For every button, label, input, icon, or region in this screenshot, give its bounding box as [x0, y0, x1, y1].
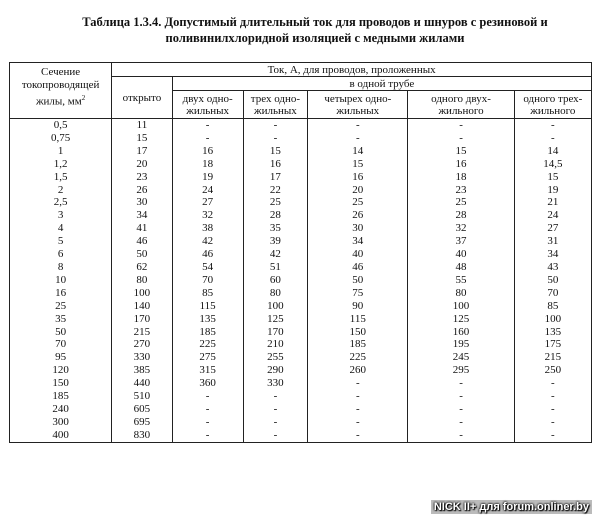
current-cell: -: [172, 416, 243, 429]
current-table: [9, 62, 592, 443]
current-cell: 170: [112, 313, 172, 326]
header-col-2: [243, 91, 308, 119]
current-cell: -: [514, 132, 591, 145]
current-cell: 14: [514, 145, 591, 158]
table-row: [10, 235, 592, 248]
current-cell: -: [308, 429, 408, 442]
section-cell: 70: [10, 338, 112, 351]
section-cell: 150: [10, 377, 112, 390]
current-cell: 48: [408, 261, 514, 274]
table-row: [10, 429, 592, 442]
current-cell: 80: [243, 287, 308, 300]
table-title: [40, 14, 590, 46]
table-row: [10, 390, 592, 403]
current-cell: -: [172, 403, 243, 416]
current-cell: 46: [172, 248, 243, 261]
current-cell: 28: [408, 209, 514, 222]
current-cell: -: [243, 416, 308, 429]
current-cell: 605: [112, 403, 172, 416]
header-col-3: [308, 91, 408, 119]
current-cell: 27: [514, 222, 591, 235]
current-cell: 70: [514, 287, 591, 300]
section-cell: 0,5: [10, 119, 112, 132]
section-cell: 16: [10, 287, 112, 300]
current-cell: 14,5: [514, 158, 591, 171]
current-cell: -: [243, 119, 308, 132]
current-cell: 26: [112, 184, 172, 197]
current-cell: 19: [514, 184, 591, 197]
current-cell: 100: [514, 313, 591, 326]
section-cell: 1,2: [10, 158, 112, 171]
header-col-line-2: жильных: [254, 104, 297, 117]
current-cell: 15: [243, 145, 308, 158]
current-cell: 19: [172, 171, 243, 184]
header-col-5: [514, 91, 591, 119]
current-cell: 40: [308, 248, 408, 261]
current-cell: 34: [514, 248, 591, 261]
current-cell: 100: [112, 287, 172, 300]
current-cell: 50: [514, 274, 591, 287]
section-cell: 300: [10, 416, 112, 429]
current-cell: -: [243, 403, 308, 416]
current-cell: 245: [408, 351, 514, 364]
current-cell: 75: [308, 287, 408, 300]
current-cell: -: [308, 377, 408, 390]
current-cell: 50: [112, 248, 172, 261]
table-row: [10, 377, 592, 390]
current-cell: 330: [112, 351, 172, 364]
current-cell: 25: [308, 196, 408, 209]
header-col-1: [172, 91, 243, 119]
table-row: [10, 274, 592, 287]
current-cell: 40: [408, 248, 514, 261]
current-cell: 30: [308, 222, 408, 235]
current-cell: 15: [308, 158, 408, 171]
title-line-1: Таблица 1.3.4. Допустимый длительный ток для проводов и шнуров с резиновой и: [82, 15, 548, 29]
header-col-line-1: трех одно-: [250, 92, 301, 105]
table-row: [10, 209, 592, 222]
header-col-line-1: двух одно-: [182, 92, 233, 105]
current-cell: 360: [172, 377, 243, 390]
current-cell: 510: [112, 390, 172, 403]
section-cell: 95: [10, 351, 112, 364]
section-cell: 6: [10, 248, 112, 261]
current-cell: 225: [172, 338, 243, 351]
section-cell: 10: [10, 274, 112, 287]
current-cell: 24: [172, 184, 243, 197]
header-col-line-1: четырех одно-: [324, 92, 392, 105]
current-cell: -: [172, 132, 243, 145]
section-cell: 120: [10, 364, 112, 377]
header-col-line-2: жильного: [438, 104, 484, 117]
current-cell: 17: [243, 171, 308, 184]
current-cell: 85: [514, 300, 591, 313]
current-cell: -: [243, 390, 308, 403]
current-cell: -: [514, 377, 591, 390]
current-cell: 140: [112, 300, 172, 313]
section-cell: 0,75: [10, 132, 112, 145]
current-cell: 42: [243, 248, 308, 261]
current-cell: 255: [243, 351, 308, 364]
current-cell: 62: [112, 261, 172, 274]
table-row: [10, 351, 592, 364]
header-current-group: Ток, А, для проводов, проложенных: [112, 63, 592, 77]
current-cell: 290: [243, 364, 308, 377]
table-row: [10, 364, 592, 377]
section-cell: 25: [10, 300, 112, 313]
current-cell: 16: [308, 171, 408, 184]
current-cell: 28: [243, 209, 308, 222]
current-cell: 215: [514, 351, 591, 364]
table-row: [10, 222, 592, 235]
section-cell: 8: [10, 261, 112, 274]
current-cell: -: [243, 132, 308, 145]
current-cell: 37: [408, 235, 514, 248]
table-row: [10, 119, 592, 132]
current-cell: 55: [408, 274, 514, 287]
current-cell: 20: [112, 158, 172, 171]
table-row: [10, 326, 592, 339]
current-cell: -: [308, 416, 408, 429]
section-cell: 185: [10, 390, 112, 403]
current-cell: 135: [172, 313, 243, 326]
current-cell: 440: [112, 377, 172, 390]
watermark: NICK II+ для forum.onliner.by: [431, 500, 592, 514]
section-cell: 4: [10, 222, 112, 235]
table-row: [10, 338, 592, 351]
current-cell: -: [514, 429, 591, 442]
current-cell: 46: [308, 261, 408, 274]
current-cell: 43: [514, 261, 591, 274]
current-cell: 125: [408, 313, 514, 326]
current-cell: 215: [112, 326, 172, 339]
current-cell: 100: [243, 300, 308, 313]
current-cell: -: [243, 429, 308, 442]
current-cell: -: [308, 119, 408, 132]
header-col-line-2: жильных: [186, 104, 230, 117]
current-cell: 695: [112, 416, 172, 429]
current-cell: 330: [243, 377, 308, 390]
current-cell: 170: [243, 326, 308, 339]
current-cell: -: [408, 429, 514, 442]
current-cell: 34: [112, 209, 172, 222]
section-cell: 3: [10, 209, 112, 222]
current-cell: 50: [308, 274, 408, 287]
current-cell: -: [408, 403, 514, 416]
header-section: Сечение токопроводящей жилы, $мм^2$: [10, 63, 112, 119]
current-cell: 23: [112, 171, 172, 184]
current-cell: -: [308, 403, 408, 416]
current-cell: 54: [172, 261, 243, 274]
current-cell: 39: [243, 235, 308, 248]
current-cell: -: [514, 119, 591, 132]
current-cell: 20: [308, 184, 408, 197]
header-col-line-1: одного двух-: [431, 92, 491, 105]
current-cell: 35: [243, 222, 308, 235]
current-cell: -: [408, 390, 514, 403]
current-cell: 32: [408, 222, 514, 235]
table-row: [10, 416, 592, 429]
current-cell: 17: [112, 145, 172, 158]
section-cell: 2,5: [10, 196, 112, 209]
table-row: [10, 171, 592, 184]
current-cell: 11: [112, 119, 172, 132]
table-row: [10, 145, 592, 158]
current-cell: 80: [112, 274, 172, 287]
current-cell: 30: [112, 196, 172, 209]
current-cell: -: [408, 119, 514, 132]
section-cell: 50: [10, 326, 112, 339]
current-cell: 15: [408, 145, 514, 158]
table-row: [10, 313, 592, 326]
current-cell: 80: [408, 287, 514, 300]
current-cell: 185: [308, 338, 408, 351]
current-cell: 70: [172, 274, 243, 287]
section-cell: 240: [10, 403, 112, 416]
current-cell: 250: [514, 364, 591, 377]
current-cell: 15: [514, 171, 591, 184]
current-cell: 175: [514, 338, 591, 351]
current-cell: 31: [514, 235, 591, 248]
current-cell: 25: [243, 196, 308, 209]
current-cell: 830: [112, 429, 172, 442]
current-cell: 51: [243, 261, 308, 274]
table-row: [10, 287, 592, 300]
current-cell: 135: [514, 326, 591, 339]
current-cell: 270: [112, 338, 172, 351]
table-row: [10, 158, 592, 171]
current-cell: 100: [408, 300, 514, 313]
current-cell: -: [408, 377, 514, 390]
header-col-line-2: жильных: [336, 104, 380, 117]
current-cell: 16: [172, 145, 243, 158]
current-cell: 25: [408, 196, 514, 209]
current-cell: -: [408, 416, 514, 429]
header-col-4: [408, 91, 514, 119]
current-cell: -: [408, 132, 514, 145]
current-cell: 16: [408, 158, 514, 171]
current-cell: 18: [172, 158, 243, 171]
current-cell: -: [514, 390, 591, 403]
current-cell: 16: [243, 158, 308, 171]
current-cell: 38: [172, 222, 243, 235]
current-cell: 24: [514, 209, 591, 222]
current-cell: -: [308, 132, 408, 145]
table-row: [10, 248, 592, 261]
title-line-2: поливинилхлоридной изоляцией с медными жилами: [165, 31, 465, 45]
current-cell: 125: [243, 313, 308, 326]
section-cell: 1: [10, 145, 112, 158]
current-cell: 21: [514, 196, 591, 209]
current-cell: 115: [172, 300, 243, 313]
current-cell: 23: [408, 184, 514, 197]
current-cell: 115: [308, 313, 408, 326]
table-row: [10, 196, 592, 209]
current-cell: 26: [308, 209, 408, 222]
current-cell: 210: [243, 338, 308, 351]
current-cell: 295: [408, 364, 514, 377]
current-cell: 41: [112, 222, 172, 235]
table-body: [10, 119, 592, 443]
header-col-line-1: одного трех-: [523, 92, 583, 105]
current-cell: -: [172, 119, 243, 132]
table-row: [10, 184, 592, 197]
current-cell: 160: [408, 326, 514, 339]
current-cell: 195: [408, 338, 514, 351]
current-cell: 60: [243, 274, 308, 287]
current-cell: 275: [172, 351, 243, 364]
header-in-one-pipe: в одной трубе: [172, 77, 591, 91]
section-cell: 1,5: [10, 171, 112, 184]
current-cell: 14: [308, 145, 408, 158]
current-cell: -: [514, 416, 591, 429]
current-cell: 225: [308, 351, 408, 364]
section-cell: 2: [10, 184, 112, 197]
current-cell: -: [172, 390, 243, 403]
table-row: [10, 261, 592, 274]
section-cell: 5: [10, 235, 112, 248]
current-cell: 15: [112, 132, 172, 145]
current-cell: -: [514, 403, 591, 416]
section-cell: 400: [10, 429, 112, 442]
table-row: [10, 132, 592, 145]
header-open: открыто: [112, 77, 172, 119]
current-cell: 385: [112, 364, 172, 377]
table-row: [10, 403, 592, 416]
current-cell: -: [308, 390, 408, 403]
current-cell: 27: [172, 196, 243, 209]
current-cell: 315: [172, 364, 243, 377]
current-cell: 260: [308, 364, 408, 377]
current-cell: 34: [308, 235, 408, 248]
table-row: [10, 300, 592, 313]
header-col-line-2: жильного: [530, 104, 576, 117]
current-cell: -: [172, 429, 243, 442]
current-cell: 42: [172, 235, 243, 248]
current-cell: 32: [172, 209, 243, 222]
current-cell: 22: [243, 184, 308, 197]
current-cell: 46: [112, 235, 172, 248]
current-cell: 150: [308, 326, 408, 339]
current-cell: 90: [308, 300, 408, 313]
current-cell: 185: [172, 326, 243, 339]
section-cell: 35: [10, 313, 112, 326]
current-cell: 85: [172, 287, 243, 300]
current-cell: 18: [408, 171, 514, 184]
